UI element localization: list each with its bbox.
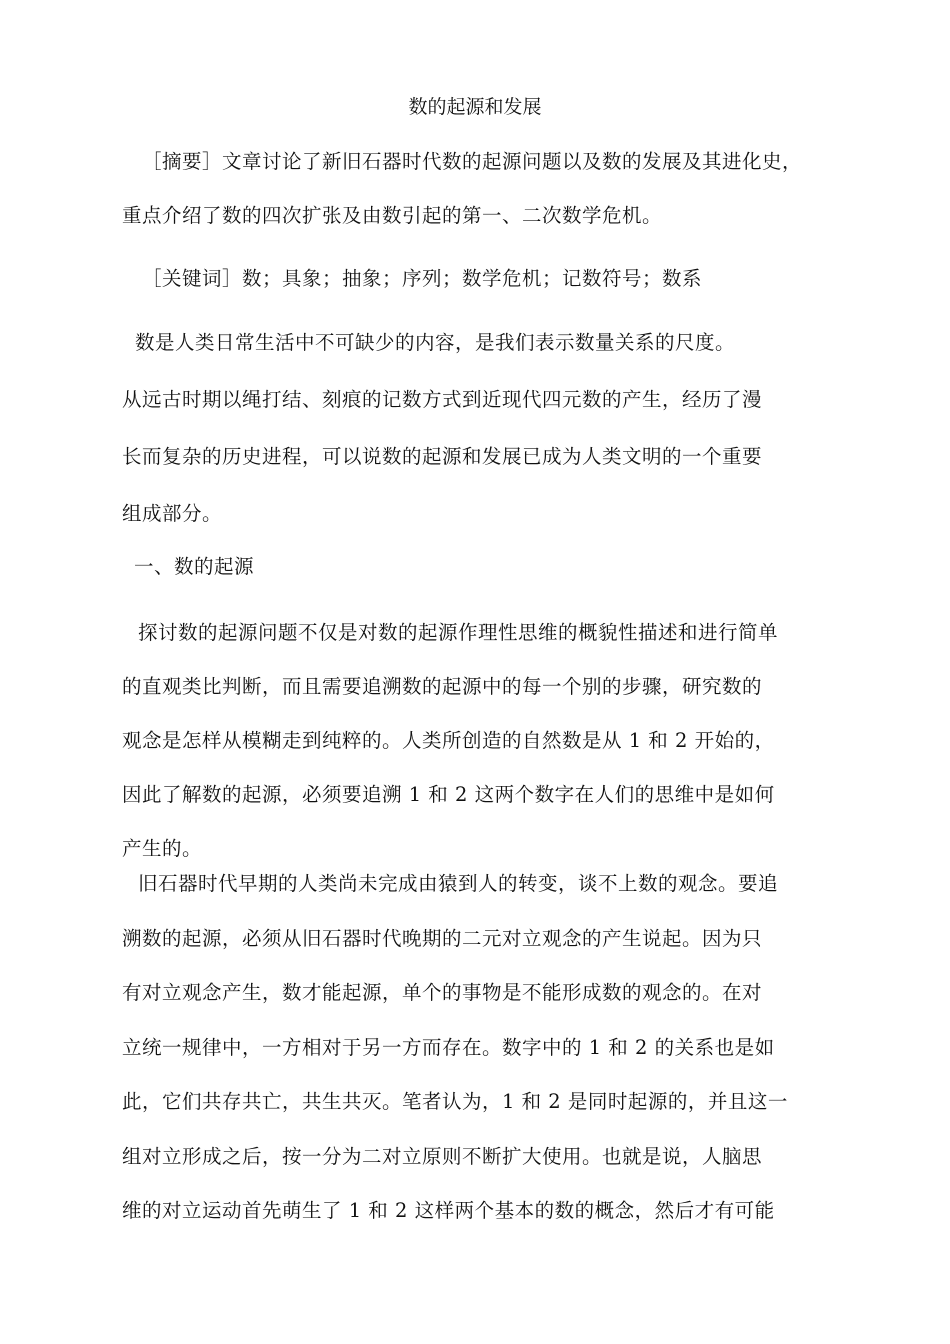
body-line: 立统一规律中，一方相对于另一方而存在。数字中的 1 和 2 的关系也是如 (122, 1035, 775, 1059)
abstract-paragraph (122, 135, 832, 243)
body-line: 观念是怎样从模糊走到纯粹的。人类所创造的自然数是从 1 和 2 开始的， (122, 729, 775, 752)
keywords-line (122, 252, 832, 306)
paragraph-origin-2 (122, 857, 832, 1239)
body-line: 此，它们共存共亡，共生共灭。笔者认为，1 和 2 是同时起源的，并且这一 (122, 1090, 788, 1113)
body-line: 组对立形成之后，按一分为二对立原则不断扩大使用。也就是说，人脑思 (122, 1144, 763, 1168)
abstract-line: 重点介绍了数的四次扩张及由数引起的第一、二次数学危机。 (122, 204, 663, 227)
intro-line: 数是人类日常生活中不可缺少的内容，是我们表示数量关系的尺度。 (135, 331, 736, 354)
section-heading (122, 540, 832, 594)
body-line: 溯数的起源，必须从旧石器时代晚期的二元对立观念的产生说起。因为只 (122, 926, 763, 950)
document-title: 数的起源和发展 (408, 96, 542, 118)
body-line: 的直观类比判断，而且需要追溯数的起源中的每一个别的步骤，研究数的 (122, 675, 763, 698)
intro-line: 组成部分。 (122, 502, 223, 525)
section-heading-text: 一、数的起源 (134, 555, 255, 578)
intro-line: 长而复杂的历史进程，可以说数的起源和发展已成为人类文明的一个重要 (122, 445, 763, 468)
body-line: 有对立观念产生，数才能起源，单个的事物是不能形成数的观念的。在对 (122, 981, 763, 1004)
body-line: 探讨数的起源问题不仅是对数的起源作理性思维的概貌性描述和进行简单 (138, 621, 779, 644)
body-line: 旧石器时代早期的人类尚未完成由猿到人的转变，谈不上数的观念。要追 (138, 872, 779, 895)
keywords-text: ［关键词］数；具象；抽象；序列；数学危机；记数符号；数系 (142, 267, 703, 290)
paragraph-origin-1 (122, 606, 832, 876)
intro-paragraph (122, 314, 832, 542)
body-line: 产生的。 (122, 837, 203, 860)
abstract-line: ［摘要］文章讨论了新旧石器时代数的起源问题以及数的发展及其进化史， (142, 150, 803, 173)
body-line: 因此了解数的起源，必须要追溯 1 和 2 这两个数字在人们的思维中是如何 (122, 783, 775, 806)
intro-line: 从远古时期以绳打结、刻痕的记数方式到近现代四元数的产生，经历了漫 (122, 388, 763, 411)
body-line: 维的对立运动首先萌生了 1 和 2 这样两个基本的数的概念，然后才有可能 (122, 1199, 775, 1222)
